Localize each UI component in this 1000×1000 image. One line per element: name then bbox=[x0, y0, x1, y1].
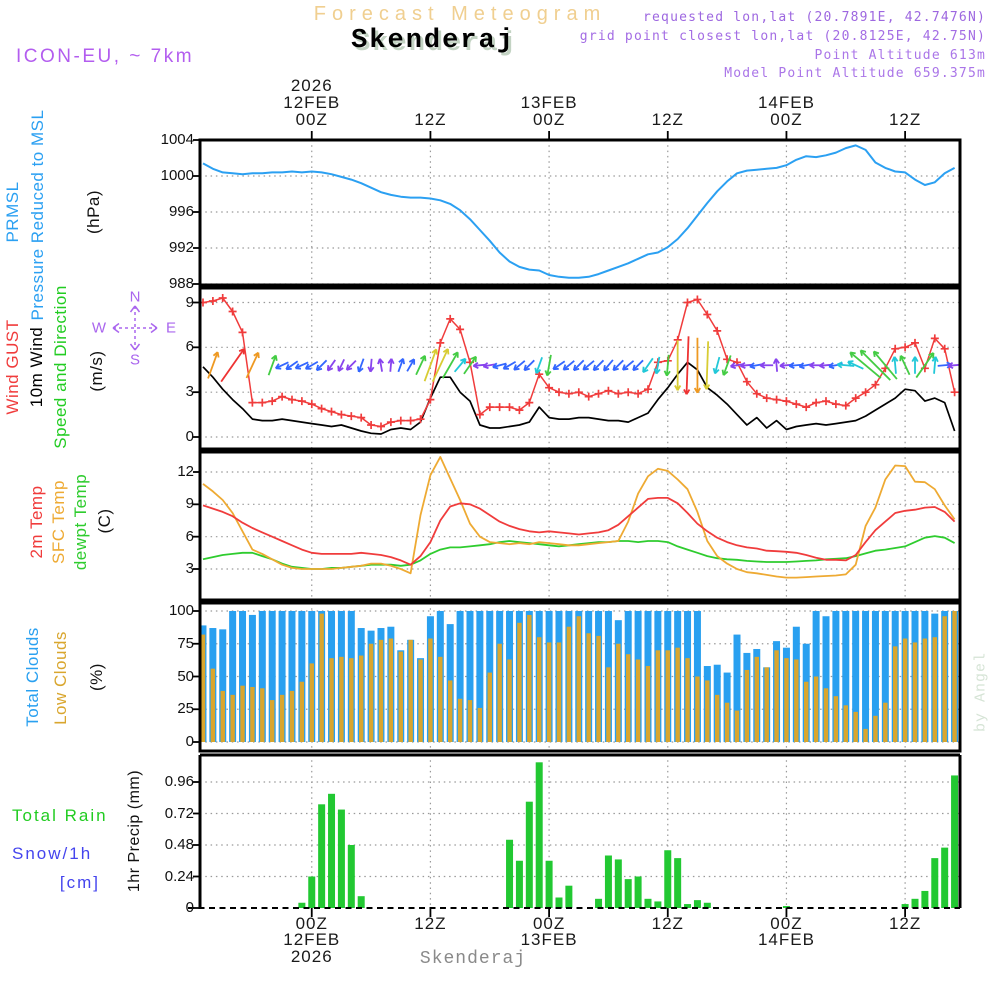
clouds-ytick-100: 100 bbox=[168, 602, 194, 619]
top-date-2: 14FEB bbox=[757, 93, 815, 112]
precip-ytick-0.24: 0.24 bbox=[164, 867, 194, 885]
top-time-1: 12Z bbox=[414, 110, 447, 129]
temperature-ytick-3: 3 bbox=[185, 560, 194, 577]
pressure-name-label: PRMSL bbox=[3, 181, 22, 243]
bottom-time-3: 12Z bbox=[651, 914, 684, 933]
compass-south-label: S bbox=[129, 351, 141, 369]
top-axis-year: 2026 bbox=[290, 76, 333, 95]
pressure-desc-label: Pressure Reduced to MSL bbox=[28, 109, 47, 321]
temp-unit-label: (C) bbox=[95, 508, 114, 534]
temperature-ytick-6: 6 bbox=[185, 527, 194, 545]
clouds-ytick-25: 25 bbox=[177, 700, 194, 718]
precip-ytick-0.96: 0.96 bbox=[164, 773, 194, 790]
temperature-ytick-12: 12 bbox=[177, 463, 194, 480]
precip-cm-label: [cm] bbox=[59, 873, 100, 892]
precip-snow-label: Snow/1h bbox=[12, 844, 93, 863]
wind-ytick-9: 9 bbox=[185, 293, 194, 311]
bottom-time-0: 00Z bbox=[295, 914, 328, 933]
precip-ytick-0.48: 0.48 bbox=[164, 836, 194, 853]
bottom-time-4: 00Z bbox=[770, 914, 803, 933]
compass-east-label: E bbox=[165, 319, 177, 337]
wind-ytick-6: 6 bbox=[185, 338, 194, 356]
wind-ytick-0: 0 bbox=[185, 428, 194, 445]
precip-ytick-0.72: 0.72 bbox=[164, 804, 194, 822]
wind-speed-dir-label: Speed and Direction bbox=[51, 285, 70, 449]
wind-unit-label: (m/s) bbox=[87, 350, 106, 392]
top-time-0: 00Z bbox=[295, 110, 328, 129]
top-time-5: 12Z bbox=[888, 110, 922, 129]
pressure-ytick-1000: 1000 bbox=[160, 167, 194, 184]
compass-west-label: W bbox=[91, 319, 107, 337]
station-title: Skenderaj bbox=[351, 26, 515, 56]
temp-sfc-label: SFC Temp bbox=[49, 480, 68, 564]
plot-title: Forecast Meteogram bbox=[313, 3, 607, 25]
wind-10m-label: 10m Wind bbox=[27, 326, 46, 408]
precip-rain-label: Total Rain bbox=[12, 806, 108, 825]
requested-coords-label: requested lon,lat (20.7891E, 42.7476N) bbox=[642, 10, 986, 25]
bottom-date-1: 13FEB bbox=[520, 930, 578, 949]
bottom-date-0: 12FEB bbox=[283, 930, 341, 949]
temp-dewpt-label: dewpt Temp bbox=[71, 473, 90, 571]
bottom-time-5: 12Z bbox=[888, 914, 922, 933]
clouds-ytick-50: 50 bbox=[177, 667, 194, 685]
point-altitude-label: Point Altitude 613m bbox=[814, 48, 986, 63]
bottom-date-2: 14FEB bbox=[757, 930, 815, 949]
precip-ytick-0: 0 bbox=[185, 899, 194, 916]
pressure-ytick-996: 996 bbox=[168, 203, 194, 220]
wind-ytick-3: 3 bbox=[185, 383, 194, 401]
top-time-4: 00Z bbox=[770, 110, 803, 129]
pressure-unit-label: (hPa) bbox=[84, 189, 103, 235]
clouds-ytick-75: 75 bbox=[177, 634, 194, 652]
bottom-time-1: 12Z bbox=[414, 914, 447, 933]
footer-station-label: Skenderaj bbox=[419, 949, 527, 969]
compass-north-label: N bbox=[129, 288, 141, 306]
clouds-total-label: Total Clouds bbox=[23, 627, 42, 727]
top-time-3: 12Z bbox=[651, 110, 684, 129]
clouds-ytick-0: 0 bbox=[185, 733, 194, 750]
watermark-label: by Angel bbox=[972, 651, 990, 733]
top-time-2: 00Z bbox=[532, 110, 566, 129]
wind-gust-label: Wind GUST bbox=[3, 319, 22, 415]
temp-2m-label: 2m Temp bbox=[27, 485, 46, 559]
precip-unit-label: 1hr Precip (mm) bbox=[126, 769, 143, 893]
temperature-ytick-9: 9 bbox=[185, 495, 194, 513]
grid-point-label: grid point closest lon,lat (20.8125E, 42.75N) bbox=[579, 29, 986, 44]
pressure-ytick-992: 992 bbox=[168, 239, 194, 256]
clouds-low-label: Low Clouds bbox=[51, 631, 70, 725]
top-date-0: 12FEB bbox=[283, 93, 341, 112]
bottom-axis-year: 2026 bbox=[290, 947, 333, 966]
top-date-1: 13FEB bbox=[520, 93, 578, 112]
model-altitude-label: Model Point Altitude 659.375m bbox=[724, 66, 986, 81]
clouds-unit-label: (%) bbox=[87, 663, 106, 691]
model-name-label: ICON-EU, ~ 7km bbox=[16, 46, 195, 67]
bottom-time-2: 00Z bbox=[532, 914, 566, 933]
pressure-ytick-1004: 1004 bbox=[160, 131, 194, 148]
pressure-ytick-988: 988 bbox=[168, 275, 194, 292]
